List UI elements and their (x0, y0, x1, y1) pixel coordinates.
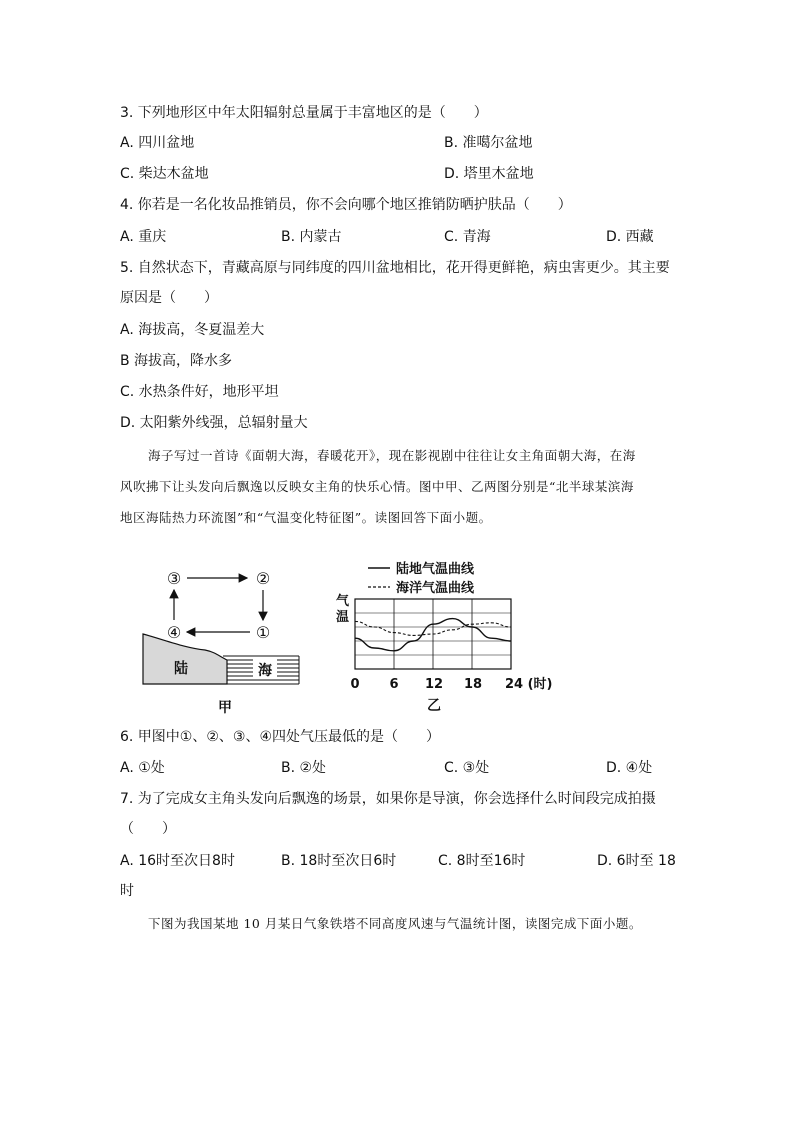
q4-option-b: B. 内蒙古 (281, 229, 342, 245)
question-7-stem-line1: 7. 为了完成女主角头发向后飘逸的场景，如果你是导演，你会选择什么时间段完成拍摄 (120, 791, 656, 807)
q7-option-b: B. 18时至次日6时 (281, 853, 397, 869)
q4-option-a: A. 重庆 (120, 229, 167, 245)
x-tick-0: 0 (350, 677, 360, 692)
x-tick-12: 12 (424, 677, 444, 692)
figure-yi-caption: 乙 (427, 698, 441, 714)
passage-1-line3: 地区海陆热力环流图”和“气温变化特征图”。读图回答下面小题。 (120, 510, 492, 525)
land-label: 陆 (174, 661, 188, 677)
question-5-stem-line2: 原因是（ ） (120, 290, 218, 306)
y-axis-label-2: 温 (336, 610, 350, 625)
q3-option-a: A. 四川盆地 (120, 135, 195, 151)
point-1-label: ① (255, 623, 271, 642)
sea-label: 海 (258, 663, 272, 679)
figure-jia-caption: 甲 (218, 700, 232, 716)
q6-option-b: B. ②处 (281, 760, 327, 776)
y-axis-label-1: 气 (336, 594, 350, 609)
q6-option-d: D. ④处 (606, 760, 653, 776)
x-tick-18: 18 (463, 677, 483, 692)
q7-option-d: D. 6时至 18 (597, 853, 676, 869)
q6-option-a: A. ①处 (120, 760, 165, 776)
passage-1-line1: 海子写过一首诗《面朝大海，春暖花开》，现在影视剧中往往让女主角面朝大海，在海 (148, 448, 636, 463)
q3-option-b: B. 准噶尔盆地 (444, 135, 533, 151)
passage-2-line1: 下图为我国某地 10 月某日气象铁塔不同高度风速与气温统计图，读图完成下面小题。 (148, 916, 642, 931)
legend-sea-label: 海洋气温曲线 (396, 581, 475, 596)
q6-option-c: C. ③处 (444, 760, 490, 776)
point-2-label: ② (255, 569, 271, 588)
x-tick-24: 24 (时) (505, 677, 553, 692)
question-6-stem: 6. 甲图中①、②、③、④四处气压最低的是（ ） (120, 729, 441, 745)
point-4-label: ④ (166, 623, 182, 642)
passage-1-line2: 风吹拂下让头发向后飘逸以反映女主角的快乐心情。图中甲、乙两图分别是“北半球某滨海 (120, 479, 634, 494)
q5-option-c: C. 水热条件好，地形平坦 (120, 384, 279, 400)
point-3-label: ③ (166, 569, 182, 588)
question-4-stem: 4. 你若是一名化妆品推销员，你不会向哪个地区推销防晒护肤品（ ） (120, 197, 572, 213)
q3-option-c: C. 柴达木盆地 (120, 166, 209, 182)
q7-option-d-continuation: 时 (120, 883, 134, 899)
q5-option-d: D. 太阳紫外线强，总辐射量大 (120, 415, 308, 431)
q7-option-a: A. 16时至次日8时 (120, 853, 235, 869)
q7-option-c: C. 8时至16时 (438, 853, 526, 869)
q5-option-b: B 海拔高，降水多 (120, 353, 233, 369)
figure-jia-circulation-diagram (135, 560, 305, 720)
q4-option-c: C. 青海 (444, 229, 491, 245)
q5-option-a: A. 海拔高，冬夏温差大 (120, 322, 265, 338)
legend-land-label: 陆地气温曲线 (396, 562, 475, 577)
question-5-stem-line1: 5. 自然状态下，青藏高原与同纬度的四川盆地相比，花开得更鲜艳，病虫害更少。其主要 (120, 260, 670, 276)
figure-yi-temperature-chart (330, 555, 560, 715)
q3-option-d: D. 塔里木盆地 (444, 166, 534, 182)
question-3-stem: 3. 下列地形区中年太阳辐射总量属于丰富地区的是（ ） (120, 105, 488, 121)
x-tick-6: 6 (389, 677, 399, 692)
q4-option-d: D. 西藏 (606, 229, 654, 245)
question-7-stem-line2: （ ） (120, 821, 176, 837)
